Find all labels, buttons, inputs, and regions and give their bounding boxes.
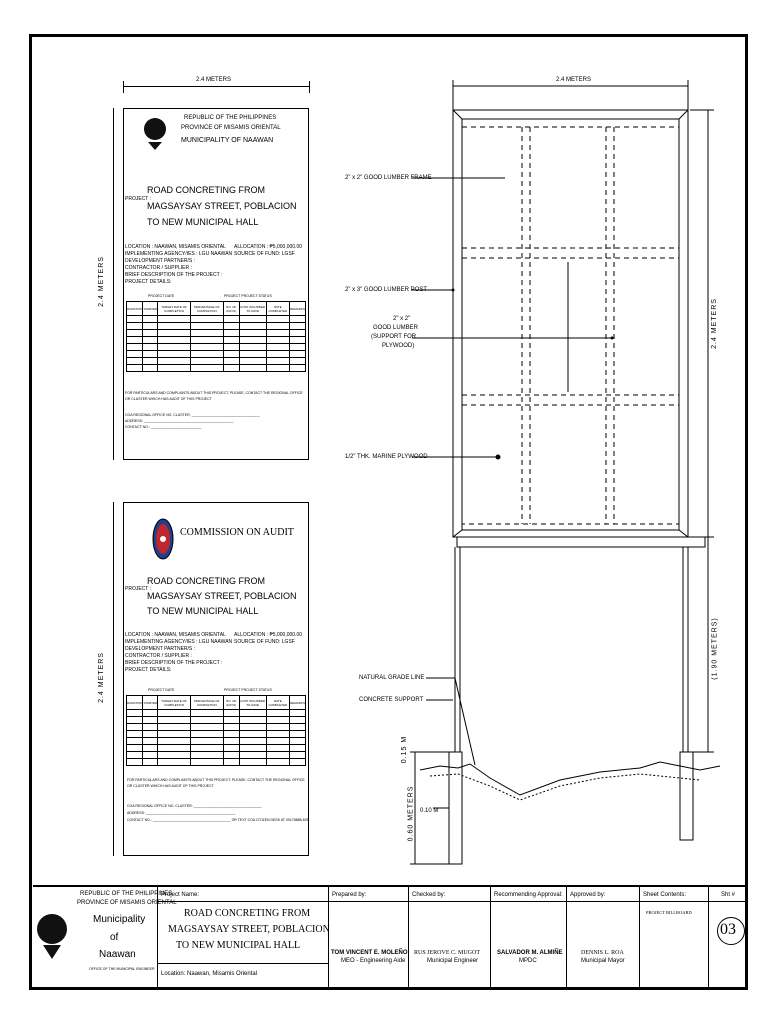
board2-address: ADDRESS: ______________________________________________	[127, 811, 236, 815]
board1-table-group2: PROJECT PROJECT STATUS	[224, 294, 272, 298]
tb-municipality: Municipality	[93, 914, 146, 925]
label-support-line1: 2" x 2"	[393, 316, 411, 322]
board2-th-days: NO. OF (DAYS)	[223, 696, 239, 710]
tb-project-line2: MAGSAYSAY STREET, POBLACION	[168, 924, 330, 935]
board2-th-percent: PERCENTAGE OF COMPLETION	[190, 696, 223, 710]
board2-contact: CONTACT NO.: ________________________________________ OR TEXT COA CITIZEN DESK AT 09178888-MIT	[127, 818, 309, 822]
tb-sheet-no-rule	[709, 901, 746, 902]
board1-detail-partner: DEVELOPMENT PARTNER/S :	[125, 258, 196, 264]
tb-recommending-label: Recommending Approval:	[494, 892, 563, 898]
municipal-logo-icon	[35, 907, 69, 963]
board2-th-remarks: REMARKS	[290, 696, 306, 710]
tb-sheet-contents: PROJECT BILLBOARD	[646, 910, 692, 915]
board2-detail-description: BRIEF DESCRIPTION OF THE PROJECT :	[125, 660, 223, 666]
tb-of: of	[110, 932, 119, 943]
board1-th-cost: COST INCURRED TO DATE	[239, 302, 266, 316]
tb-sheet-contents-cell	[639, 887, 709, 988]
board1-coa-office: COA REGIONAL OFFICE NO. CLUSTER: ___________________________________	[125, 413, 260, 417]
board2-th-started: STARTED	[143, 696, 158, 710]
board2-coa-office: COA REGIONAL OFFICE NO. CLUSTER: ___________________________________	[127, 804, 262, 808]
board2-detail-partner: DEVELOPMENT PARTNER/S :	[125, 646, 196, 652]
board2-project-line3: TO NEW MUNICIPAL HALL	[147, 606, 259, 616]
board2-th-cost: COST INCURRED TO DATE	[239, 696, 266, 710]
board2-project-label: PROJECT :	[125, 586, 152, 592]
frame-dim-left-small-label: 0.15 M	[401, 735, 409, 764]
board2-table-group2: PROJECT PROJECT STATUS	[224, 688, 272, 692]
board1-detail-location: LOCATION : NAAWAN, MISAMIS ORIENTAL	[125, 244, 226, 250]
tb-naawan: Naawan	[99, 949, 136, 960]
board2-th-duration: DURATION	[127, 696, 143, 710]
board2-table-group1: PROJECT DATE	[148, 688, 175, 692]
board1-th-target: TARGET DATE OF COMPLETION	[158, 302, 191, 316]
tb-logo-line2: PROVINCE OF MISAMIS ORIENTAL	[77, 900, 177, 906]
board2-footer1: FOR PARTICULARS AND COMPLAINTS ABOUT THIS PROJECT, PLEASE, CONTACT THE REGIONAL OFFICE	[127, 778, 305, 782]
board1-detail-project-details: PROJECT DETAILS:	[125, 279, 172, 285]
board2-detail-agency: IMPLEMENTING AGENCY/IES : LGU NAAWAN	[125, 639, 233, 645]
label-lumber-frame: 2" x 2" GOOD LUMBER FRAME	[345, 175, 432, 181]
frame-dim-width-label: 0.10 M	[420, 808, 439, 814]
tb-project-line1: ROAD CONCRETING FROM	[184, 908, 311, 919]
board1-allocation: ALLOCATION : ₱5,000,000.00	[234, 244, 303, 250]
tb-recommending-title: MPDC	[519, 958, 537, 964]
board1-table-group1: PROJECT DATE	[148, 294, 175, 298]
board2-th-completed: DATE COMPLETED	[266, 696, 290, 710]
board2-footer2: OR CLUSTER WHICH HAS AUDIT OF THIS PROJECT	[127, 784, 214, 788]
board2-title: COMMISSION ON AUDIT	[180, 527, 294, 538]
tb-approved-rule	[567, 901, 640, 902]
tb-checked-name: RUS JEROVE C. MUGOT	[414, 950, 481, 956]
tb-project-name-label: Project Name:	[161, 892, 200, 898]
board2-allocation: ALLOCATION : ₱5,000,000.00	[234, 632, 303, 638]
label-support-line3: (SUPPORT FOR	[371, 334, 417, 340]
board1-th-days: NO. OF (DAYS)	[223, 302, 239, 316]
board1-th-completed: DATE COMPLETED	[266, 302, 290, 316]
tb-recommending-rule	[491, 901, 567, 902]
frame-dim-top-label: 2.4 METERS	[556, 77, 592, 83]
label-natural-grade: NATURAL GRADE LINE	[359, 675, 425, 681]
frame-dim-left-bottom-label: 0.60 METERS	[407, 785, 415, 842]
tb-prepared-label: Prepared by:	[332, 892, 367, 898]
tb-checked-rule	[409, 901, 491, 902]
board1-address: ADDRESS: ______________________________________________	[125, 419, 234, 423]
board1-dim-top-label: 2.4 METERS	[196, 77, 232, 83]
tb-project-rule	[158, 901, 329, 902]
board1-project-line2: MAGSAYSAY STREET, POBLACION	[147, 201, 297, 211]
board1-project-line1: ROAD CONCRETING FROM	[147, 185, 265, 195]
board2-detail-project-details: PROJECT DETAILS:	[125, 667, 172, 673]
board1-contact: CONTACT NO.: __________________________	[125, 425, 202, 429]
board1-source: SOURCE OF FUND: LGSF	[234, 251, 295, 257]
tb-prepared-name: TOM VINCENT E. MOLEÑO	[331, 950, 408, 956]
board1-detail-contractor: CONTRACTOR / SUPPLIER :	[125, 265, 192, 271]
board2-project-line2: MAGSAYSAY STREET, POBLACION	[147, 591, 297, 601]
board1-footer2: OR CLUSTER WHICH HAS AUDIT OF THIS PROJECT	[125, 397, 212, 401]
board1-header-line3: MUNICIPALITY OF NAAWAN	[181, 137, 274, 144]
label-support-line4: PLYWOOD)	[382, 343, 415, 349]
tb-checked-label: Checked by:	[412, 892, 446, 898]
tb-sheet-contents-rule	[640, 901, 709, 902]
board1-th-duration: DURATION	[127, 302, 143, 316]
board2-source: SOURCE OF FUND: LGSF	[234, 639, 295, 645]
board1-footer1: FOR PARTICULARS AND COMPLAINTS ABOUT THIS PROJECT, PLEASE, CONTACT THE REGIONAL OFFICE	[125, 391, 303, 395]
board1-th-started: STARTED	[143, 302, 158, 316]
tb-approved-label: Approved by:	[570, 892, 606, 898]
tb-checked-cell	[408, 887, 491, 988]
label-support-line2: GOOD LUMBER	[373, 325, 419, 331]
tb-approved-name: DENNIS L. ROA	[581, 950, 624, 956]
tb-recommending-cell	[490, 887, 567, 988]
board1-detail-description: BRIEF DESCRIPTION OF THE PROJECT :	[125, 272, 223, 278]
tb-office: OFFICE OF THE MUNICIPAL ENGINEER	[89, 967, 155, 971]
board1-header-line2: PROVINCE OF MISAMIS ORIENTAL	[181, 125, 281, 131]
tb-logo-line1: REPUBLIC OF THE PHILIPPINES	[80, 891, 173, 897]
frame-dim-right-top-label: 2.4 METERS	[710, 298, 718, 349]
tb-approved-title: Municipal Mayor	[581, 958, 625, 964]
board1-detail-agency: IMPLEMENTING AGENCY/IES : LGU NAAWAN	[125, 251, 233, 257]
tb-prepared-cell	[328, 887, 409, 988]
board1-th-percent: PERCENTAGE OF COMPLETION	[190, 302, 223, 316]
tb-prepared-rule	[329, 901, 409, 902]
tb-project-cell	[157, 887, 329, 988]
tb-recommending-name: SALVADOR M. ALMIÑE	[497, 950, 563, 956]
board1-project-label: PROJECT :	[125, 196, 152, 202]
tb-location-rule	[158, 963, 329, 964]
tb-location: Location: Naawan, Misamis Oriental	[161, 971, 258, 977]
board2-detail-contractor: CONTRACTOR / SUPPLIER :	[125, 653, 192, 659]
tb-approved-cell	[566, 887, 640, 988]
label-concrete-support: CONCRETE SUPPORT	[359, 697, 424, 703]
board1-project-line3: TO NEW MUNICIPAL HALL	[147, 217, 259, 227]
tb-sheet-no-cell	[708, 887, 746, 988]
label-lumber-post: 2" x 3" GOOD LUMBER POST	[345, 287, 427, 293]
frame-dim-right-bottom-label: (1.90 METERS)	[711, 617, 719, 680]
board1-th-remarks: REMARKS	[290, 302, 306, 316]
title-block	[33, 885, 745, 988]
tb-checked-title: Municipal Engineer	[427, 958, 479, 964]
tb-sheet-contents-label: Sheet Contents:	[643, 892, 687, 898]
board2-project-line1: ROAD CONCRETING FROM	[147, 576, 265, 586]
tb-prepared-title: MEO - Engineering Aide	[341, 958, 406, 964]
tb-project-line3: TO NEW MUNICIPAL HALL	[176, 940, 301, 951]
board2-th-target: TARGET DATE OF COMPLETION	[158, 696, 191, 710]
board1-header-line1: REPUBLIC OF THE PHILIPPINES	[184, 115, 277, 121]
tb-sheet-no: 03	[720, 921, 736, 938]
label-marine-plywood: 1/2" THK. MARINE PLYWOOD	[345, 454, 428, 460]
board2-detail-location: LOCATION : NAAWAN, MISAMIS ORIENTAL	[125, 632, 226, 638]
board2-dim-left-label: 2.4 METERS	[97, 652, 105, 703]
tb-sheet-no-label: Sht #	[721, 892, 736, 898]
board1-dim-left-label: 2.4 METERS	[97, 256, 105, 307]
